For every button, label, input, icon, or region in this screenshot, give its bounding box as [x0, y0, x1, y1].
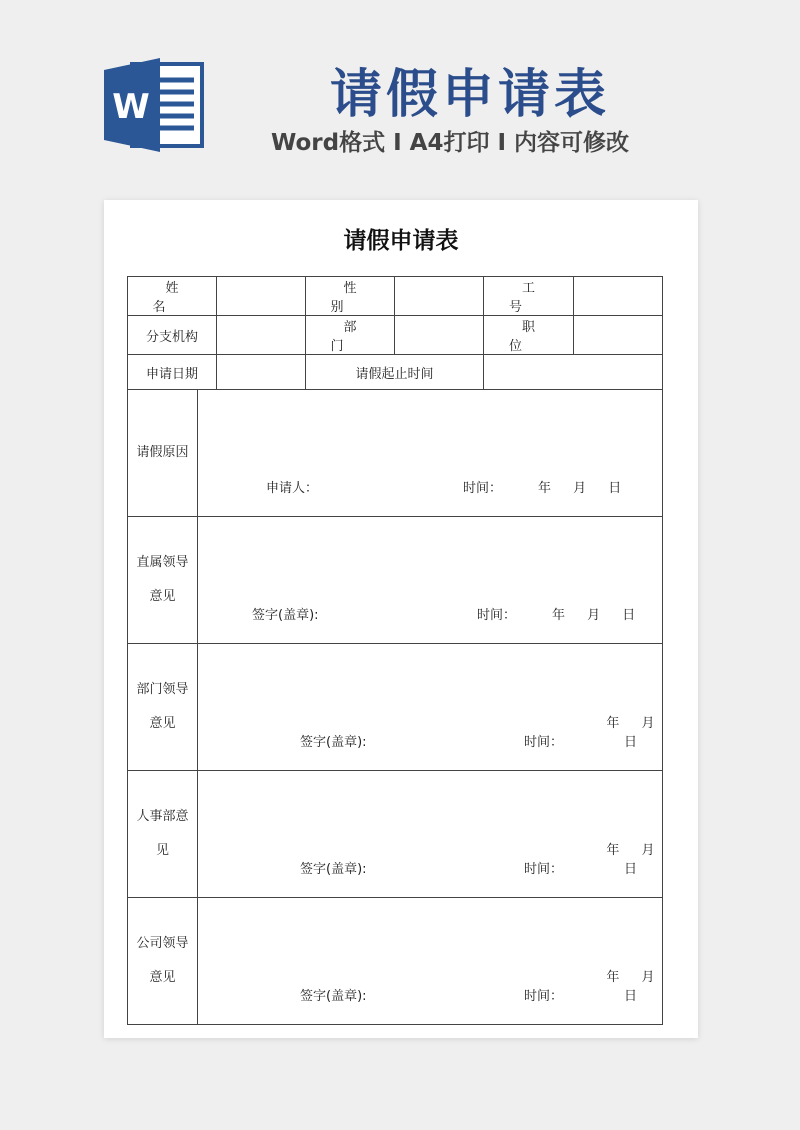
gender-field[interactable]	[395, 277, 484, 316]
signature-label: 签字(盖章):	[300, 989, 367, 1004]
leave-period-field[interactable]	[484, 355, 663, 390]
header-title: 请假申请表	[329, 65, 610, 125]
leave-form-table	[127, 276, 663, 1025]
label-leave-period: 请假起止时间	[306, 355, 484, 390]
section-label-direct-leader: 直属领导 意见	[128, 517, 198, 644]
label-position: 职位	[484, 316, 574, 355]
date-ymd: 年 月 日	[606, 716, 655, 750]
time-label: 时间：	[477, 608, 517, 623]
time-label: 时间：	[524, 989, 564, 1004]
section-label-company-leader: 公司领导 意见	[128, 898, 198, 1025]
label-apply-date: 申请日期	[128, 355, 217, 390]
section-label-reason: 请假原因	[128, 390, 198, 517]
header-subtitle: Word格式 I A4打印 I 内容可修改	[270, 130, 630, 156]
date-ymd: 年 月 日	[538, 481, 622, 496]
direct-leader-opinion-field[interactable]	[198, 517, 663, 644]
signature-label: 签字(盖章):	[300, 735, 367, 750]
document-page	[104, 200, 698, 1038]
time-label: 时间：	[524, 735, 564, 750]
word-document-icon	[104, 58, 204, 152]
word-icon-letter: W	[112, 87, 150, 127]
label-branch: 分支机构	[128, 316, 217, 355]
signature-label: 签字(盖章):	[300, 862, 367, 877]
label-department: 部门	[306, 316, 395, 355]
company-leader-opinion-field[interactable]	[198, 898, 663, 1025]
date-ymd: 年 月 日	[552, 608, 636, 623]
branch-field[interactable]	[217, 316, 306, 355]
section-label-hr: 人事部意 见	[128, 771, 198, 898]
position-field[interactable]	[574, 316, 663, 355]
reason-field[interactable]	[198, 390, 663, 517]
label-employee-id: 工号	[484, 277, 574, 316]
signature-label: 签字(盖章):	[252, 608, 319, 623]
apply-date-field[interactable]	[217, 355, 306, 390]
name-field[interactable]	[217, 277, 306, 316]
date-ymd: 年 月 日	[606, 970, 655, 1004]
document-title: 请假申请表	[343, 228, 459, 254]
section-label-department-leader: 部门领导 意见	[128, 644, 198, 771]
applicant-label: 申请人：	[266, 481, 319, 496]
hr-opinion-field[interactable]	[198, 771, 663, 898]
time-label: 时间：	[524, 862, 564, 877]
department-field[interactable]	[395, 316, 484, 355]
department-leader-opinion-field[interactable]	[198, 644, 663, 771]
label-gender: 性别	[306, 277, 395, 316]
time-label: 时间：	[463, 481, 503, 496]
label-name: 姓名	[128, 277, 217, 316]
employee-id-field[interactable]	[574, 277, 663, 316]
date-ymd: 年 月 日	[606, 843, 655, 877]
